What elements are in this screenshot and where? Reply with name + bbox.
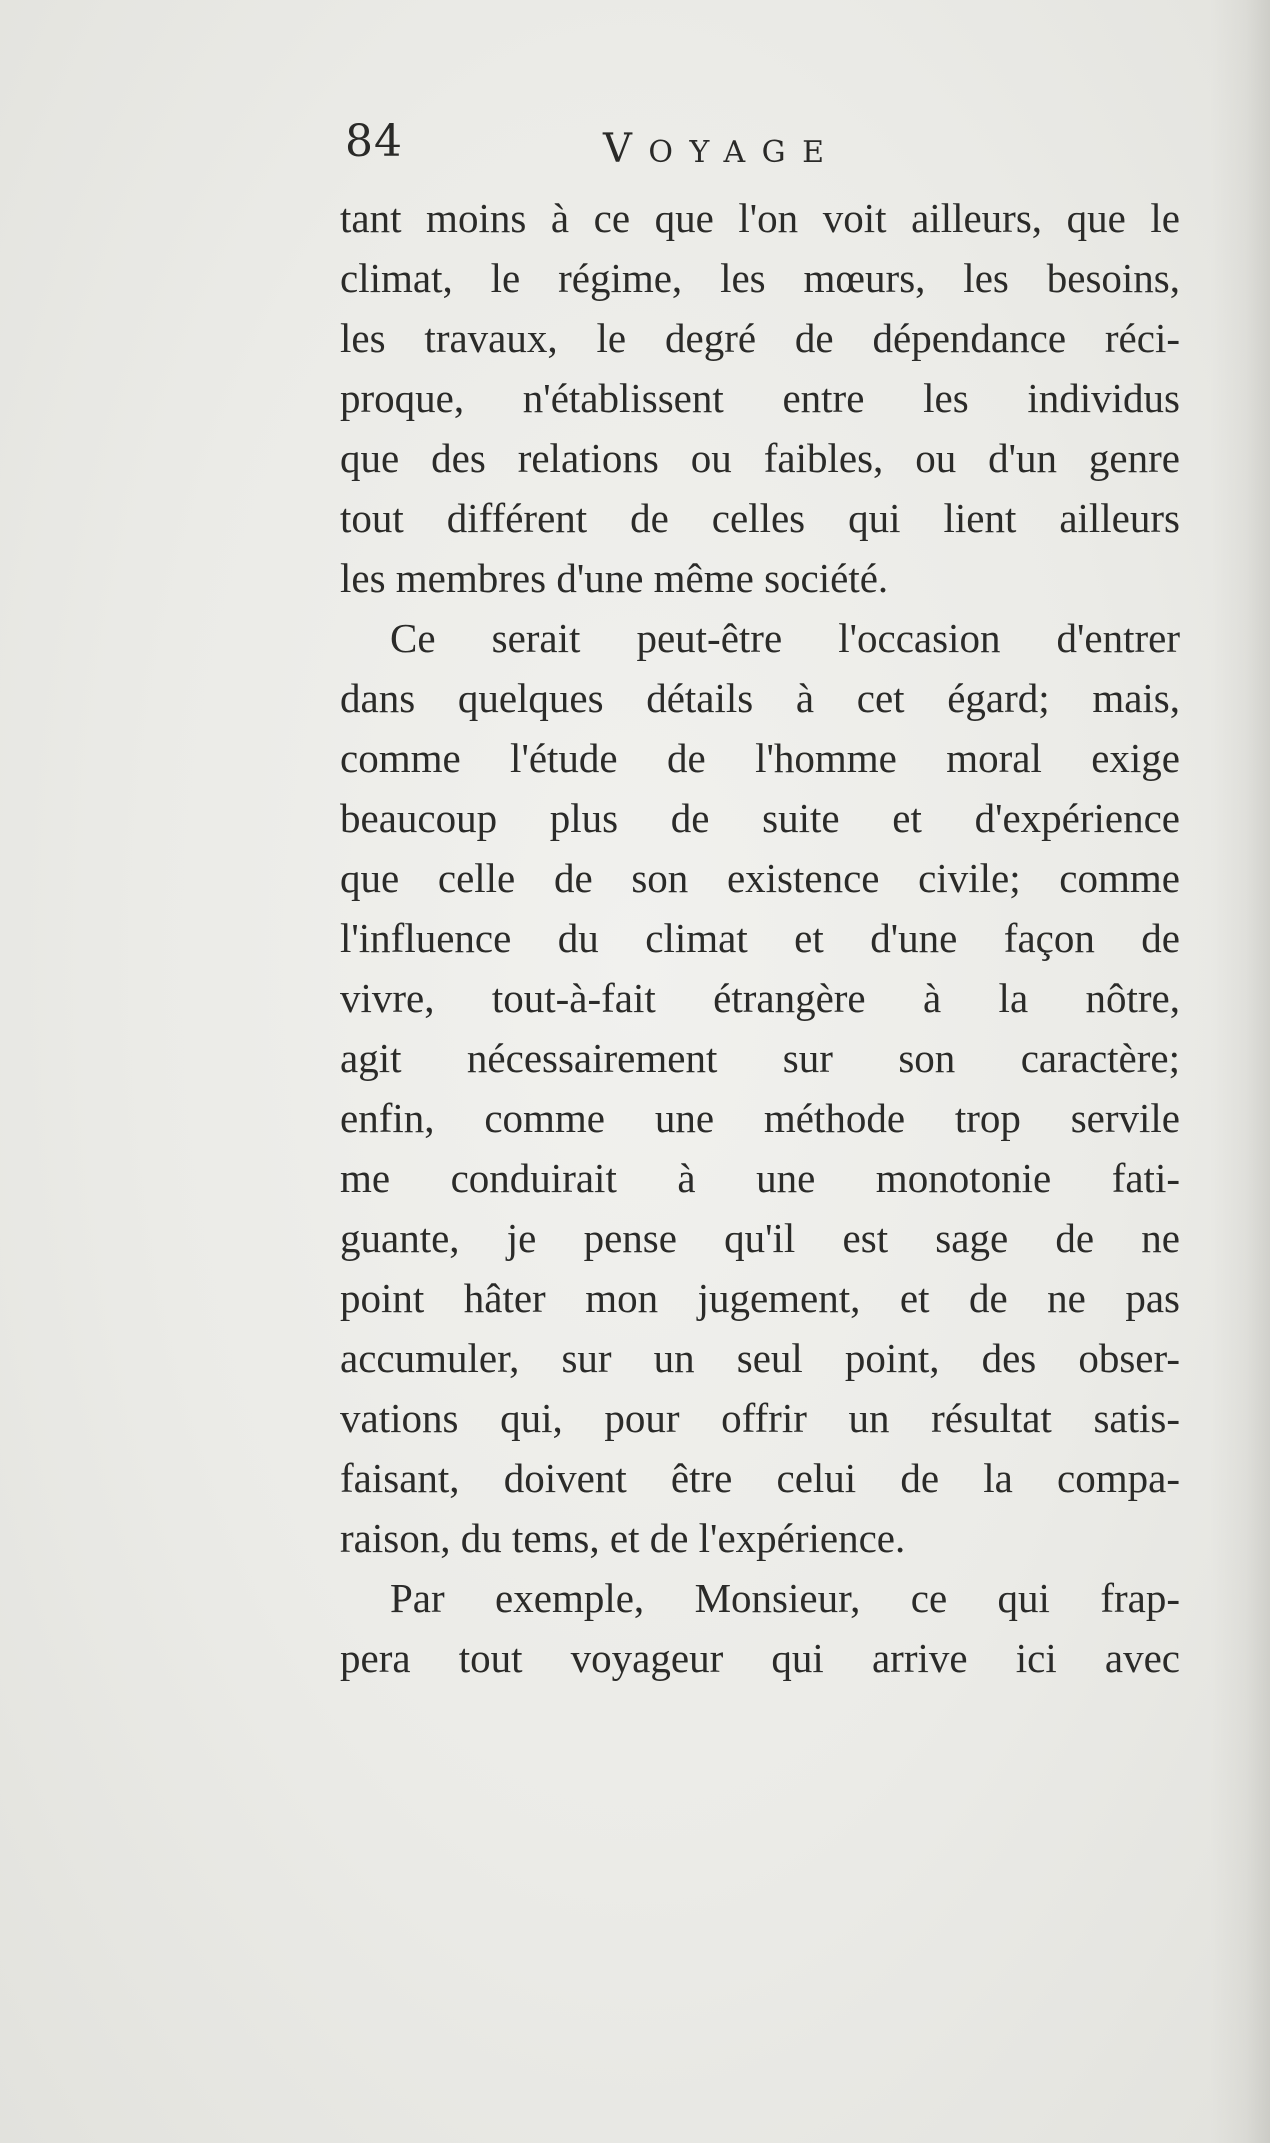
text-line: dans quelques détails à cet égard; mais, (340, 675, 1180, 721)
text-line: enfin, comme une méthode trop servile (340, 1095, 1180, 1141)
text-line: guante, je pense qu'il est sage de ne (340, 1215, 1180, 1261)
text-line: me conduirait à une monotonie fati- (340, 1155, 1180, 1201)
body-text (340, 188, 1180, 1688)
page-header (345, 112, 1105, 172)
text-line: climat, le régime, les mœurs, les besoins, (340, 255, 1180, 301)
text-line: tant moins à ce que l'on voit ailleurs, que le (340, 195, 1180, 241)
text-line: point hâter mon jugement, et de ne pas (340, 1275, 1180, 1321)
text-line: raison, du tems, et de l'expérience. (340, 1515, 906, 1561)
text-line: proque, n'établissent entre les individus (340, 375, 1180, 421)
text-line: beaucoup plus de suite et d'expérience (340, 795, 1180, 841)
text-line: Ce serait peut-être l'occasion d'entrer (390, 615, 1180, 661)
page-number: 84 (345, 116, 403, 167)
text-line: vivre, tout-à-fait étrangère à la nôtre, (340, 975, 1180, 1021)
text-line: faisant, doivent être celui de la compa- (340, 1455, 1180, 1501)
text-line: pera tout voyageur qui arrive ici avec (340, 1635, 1180, 1681)
text-line: accumuler, sur un seul point, des obser- (340, 1335, 1180, 1381)
text-line: tout différent de celles qui lient ailleurs (340, 495, 1180, 541)
text-line: que des relations ou faibles, ou d'un genre (340, 435, 1180, 481)
running-title: VOYAGE (603, 126, 841, 172)
text-line: les travaux, le degré de dépendance réci- (340, 315, 1180, 361)
text-line: Par exemple, Monsieur, ce qui frap- (390, 1575, 1180, 1621)
text-line: les membres d'une même société. (340, 555, 889, 601)
text-line: l'influence du climat et d'une façon de (340, 915, 1180, 961)
text-line: comme l'étude de l'homme moral exige (340, 735, 1180, 781)
text-line: que celle de son existence civile; comme (340, 855, 1180, 901)
text-line: vations qui, pour offrir un résultat satis- (340, 1395, 1180, 1441)
text-line: agit nécessairement sur son caractère; (340, 1035, 1180, 1081)
